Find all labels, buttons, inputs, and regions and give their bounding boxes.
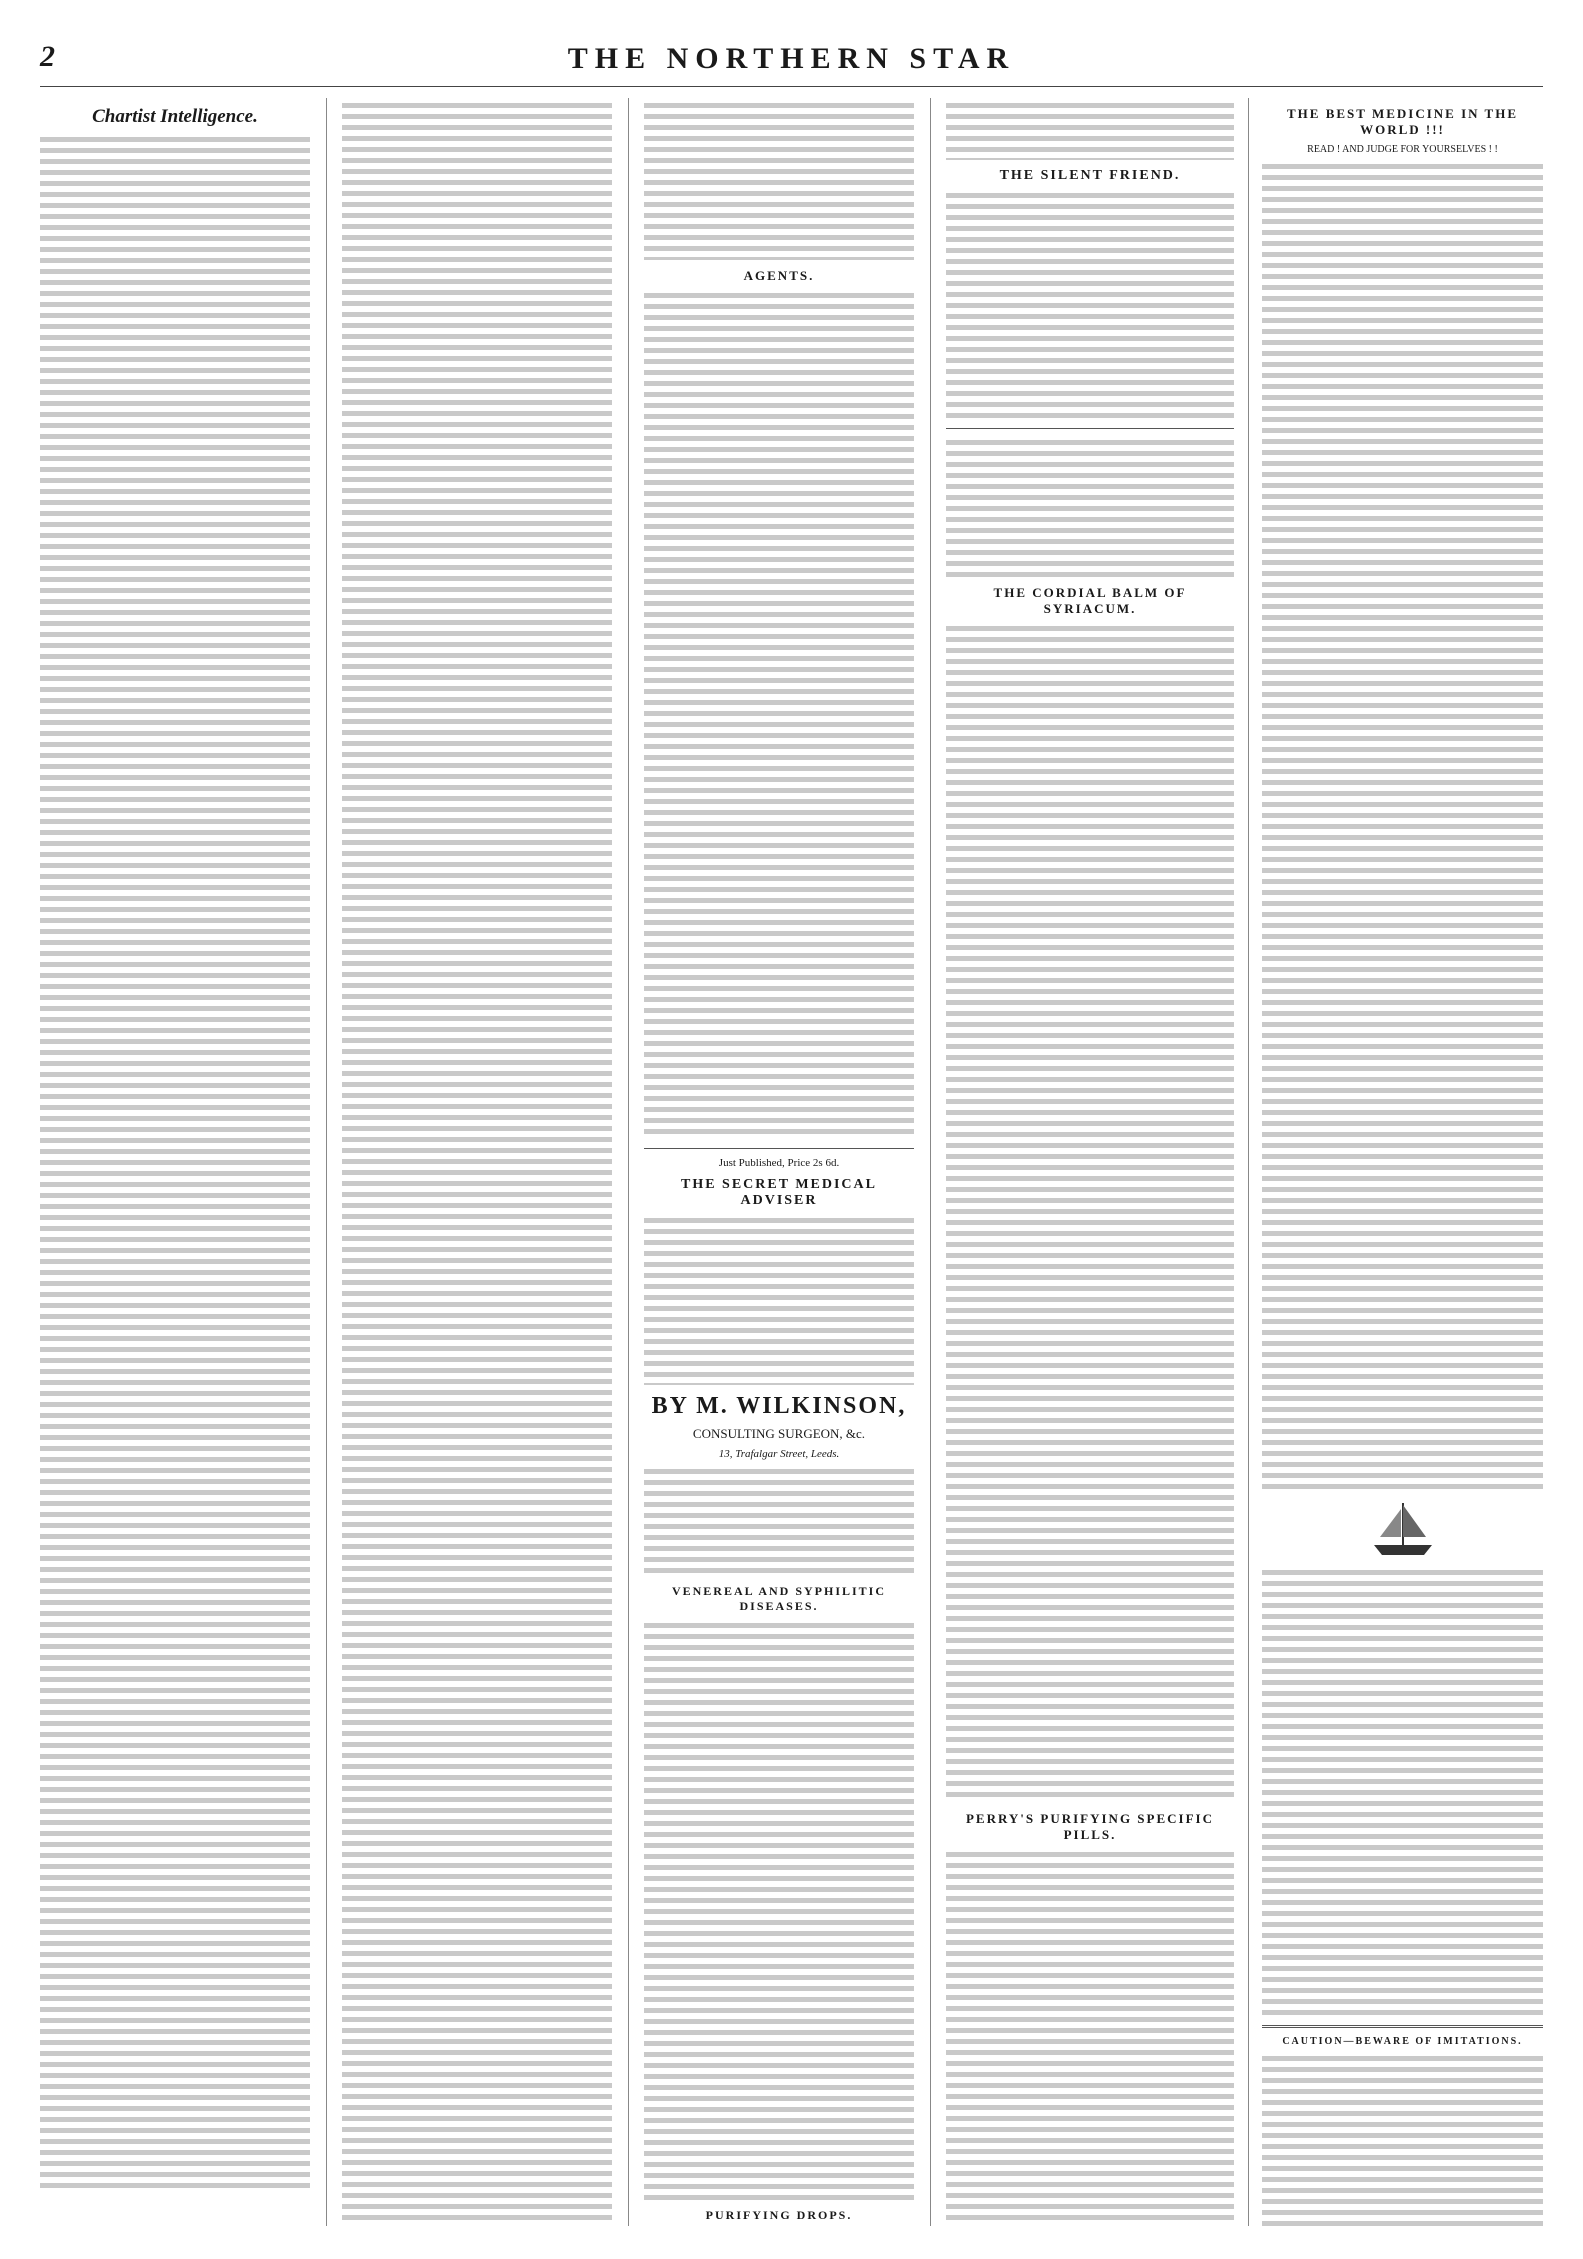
divider — [644, 1148, 914, 1149]
illegible-text-block — [644, 1466, 914, 1576]
author-name: BY M. WILKINSON, — [651, 1393, 907, 1419]
column-rule — [326, 98, 327, 2226]
divider — [946, 428, 1234, 429]
newspaper-title: THE NORTHERN STAR — [567, 42, 1016, 75]
ship-icon — [1368, 1497, 1438, 1561]
column-rule — [930, 98, 931, 2226]
illegible-text-block — [1262, 1567, 1543, 2017]
illegible-text-block — [946, 100, 1234, 160]
divider — [1262, 2025, 1543, 2028]
illegible-text-block — [644, 290, 914, 1140]
illegible-text-block — [946, 1849, 1234, 2226]
illegible-text-block — [1262, 2053, 1543, 2226]
illegible-text-block — [946, 190, 1234, 420]
column-rule — [1248, 98, 1249, 2226]
illegible-text-block — [946, 437, 1234, 577]
cordial-heading: THE CORDIAL BALM OF SYRIACUM. — [993, 585, 1187, 616]
author-address: 13, Trafalgar Street, Leeds. — [718, 1448, 840, 1460]
column-5 — [1262, 98, 1543, 2226]
author-title: CONSULTING SURGEON, &c. — [692, 1426, 866, 1441]
illegible-text-block — [1262, 161, 1543, 1491]
medicine-heading: THE BEST MEDICINE IN THE WORLD !!! — [1286, 106, 1519, 137]
medicine-subheading: READ ! AND JUDGE FOR YOURSELVES ! ! — [1307, 144, 1498, 155]
silent-friend-heading: THE SILENT FRIEND. — [999, 168, 1181, 183]
illegible-text-block — [644, 1215, 914, 1385]
column-3 — [644, 98, 914, 2226]
masthead — [40, 40, 1543, 87]
disease-heading: VENEREAL AND SYPHILITIC DISEASES. — [671, 1584, 887, 1613]
advertiser-price: Just Published, Price 2s 6d. — [718, 1157, 840, 1169]
advertiser-heading: THE SECRET MEDICAL ADVISER — [680, 1177, 877, 1208]
illegible-text-block — [946, 623, 1234, 1803]
column-4 — [946, 98, 1234, 2226]
column-1 — [40, 98, 310, 2226]
page-number: 2 — [40, 40, 55, 73]
column-2 — [342, 98, 612, 2226]
illegible-text-block — [644, 1620, 914, 2200]
illegible-text-block — [40, 134, 310, 2194]
drops-heading: PURIFYING DROPS. — [705, 2208, 853, 2222]
caution-heading: CAUTION—BEWARE OF IMITATIONS. — [1282, 2036, 1523, 2047]
agents-heading: AGENTS. — [743, 268, 815, 283]
illegible-text-block — [644, 100, 914, 260]
column-rule — [628, 98, 629, 2226]
pills-heading: PERRY'S PURIFYING SPECIFIC PILLS. — [965, 1811, 1214, 1842]
illegible-text-block — [342, 100, 612, 2220]
section-heading: Chartist Intelligence. — [92, 106, 258, 127]
